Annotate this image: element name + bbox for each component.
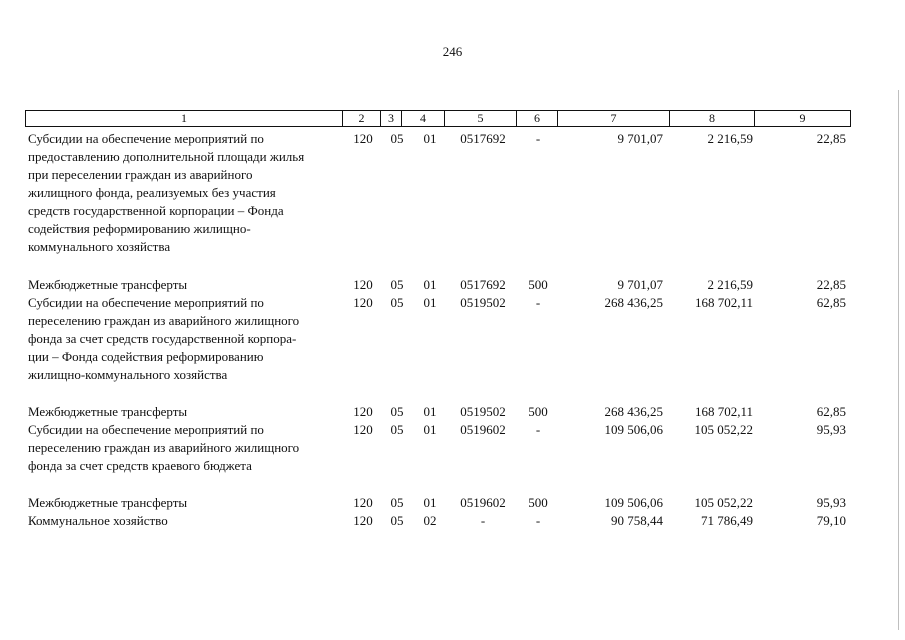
row-name: Субсидии на обеспечение мероприятий по предоставлению дополнительной площади жилья при переселении граждан из аварийного жилищного фонда, реализуемых без участия средств государственной корпорации – Фонда содействия реформированию жилищно- коммунального хозяйства <box>28 131 305 254</box>
header-col-7: 7 <box>557 111 669 126</box>
row-col-4: 02 <box>423 513 437 528</box>
scan-edge-line <box>898 90 899 630</box>
row-name: Субсидии на обеспечение мероприятий по переселению граждан из аварийного жилищного фонда за счет средств государственной корпора- ции – Фонда содействия реформированию жилищно-коммунального хозяйства <box>28 295 300 382</box>
row-col-8: 2 216,59 <box>707 131 753 146</box>
row-col-5: 0517692 <box>460 277 506 292</box>
row-col-8: 2 216,59 <box>707 277 753 292</box>
row-name: Межбюджетные трансферты <box>28 277 188 292</box>
row-col-6: - <box>535 513 541 528</box>
header-col-3: 3 <box>380 111 401 126</box>
row-name: Субсидии на обеспечение мероприятий по переселению граждан из аварийного жилищного фонда за счет средств краевого бюджета <box>28 422 300 473</box>
header-col-9: 9 <box>754 111 850 126</box>
row-col-9: 62,85 <box>816 404 846 419</box>
row-col-5: 0519502 <box>460 404 506 419</box>
row-col-7: 9 701,07 <box>617 131 663 146</box>
row-col-3: 05 <box>390 404 404 419</box>
row-col-7: 109 506,06 <box>604 422 663 437</box>
row-col-5: - <box>480 513 486 528</box>
row-col-3: 05 <box>390 277 404 292</box>
row-col-3: 05 <box>390 422 404 437</box>
row-col-2: 120 <box>353 513 373 528</box>
table-header <box>25 110 851 127</box>
row-col-9: 95,93 <box>816 422 846 437</box>
row-col-9: 22,85 <box>816 131 846 146</box>
header-col-2: 2 <box>342 111 380 126</box>
header-col-5: 5 <box>444 111 516 126</box>
row-col-7: 90 758,44 <box>611 513 663 528</box>
row-col-7: 109 506,06 <box>604 495 663 510</box>
row-name: Межбюджетные трансферты <box>28 404 188 419</box>
row-col-2: 120 <box>353 277 373 292</box>
row-col-3: 05 <box>390 495 404 510</box>
row-name: Межбюджетные трансферты <box>28 495 188 510</box>
row-col-8: 71 786,49 <box>701 513 753 528</box>
row-col-4: 01 <box>423 131 437 146</box>
row-col-4: 01 <box>423 295 437 310</box>
row-col-5: 0519602 <box>460 495 506 510</box>
row-col-8: 105 052,22 <box>694 495 753 510</box>
row-col-2: 120 <box>353 422 373 437</box>
row-col-8: 168 702,11 <box>694 404 753 419</box>
row-col-3: 05 <box>390 131 404 146</box>
row-col-2: 120 <box>353 404 373 419</box>
row-col-7: 268 436,25 <box>604 295 663 310</box>
row-name: Коммунальное хозяйство <box>28 513 168 528</box>
row-col-6: 500 <box>528 404 548 419</box>
row-col-4: 01 <box>423 404 437 419</box>
page-number: 246 <box>442 44 463 59</box>
row-col-9: 95,93 <box>816 495 846 510</box>
row-col-6: 500 <box>528 277 548 292</box>
row-col-5: 0519602 <box>460 422 506 437</box>
row-col-4: 01 <box>423 277 437 292</box>
row-col-8: 105 052,22 <box>694 422 753 437</box>
header-col-8: 8 <box>669 111 754 126</box>
row-col-9: 22,85 <box>816 277 846 292</box>
header-col-4: 4 <box>401 111 444 126</box>
row-col-4: 01 <box>423 422 437 437</box>
row-col-3: 05 <box>390 513 404 528</box>
row-col-7: 268 436,25 <box>604 404 663 419</box>
header-col-1: 1 <box>181 111 187 125</box>
header-col-6: 6 <box>516 111 557 126</box>
row-col-7: 9 701,07 <box>617 277 663 292</box>
row-col-6: - <box>535 295 541 310</box>
row-col-6: - <box>535 422 541 437</box>
row-col-5: 0519502 <box>460 295 506 310</box>
row-col-6: 500 <box>528 495 548 510</box>
row-col-9: 62,85 <box>816 295 846 310</box>
row-col-2: 120 <box>353 131 373 146</box>
row-col-2: 120 <box>353 495 373 510</box>
row-col-2: 120 <box>353 295 373 310</box>
row-col-3: 05 <box>390 295 404 310</box>
row-col-6: - <box>535 131 541 146</box>
row-col-9: 79,10 <box>816 513 846 528</box>
row-col-5: 0517692 <box>460 131 506 146</box>
row-col-4: 01 <box>423 495 437 510</box>
row-col-8: 168 702,11 <box>694 295 753 310</box>
